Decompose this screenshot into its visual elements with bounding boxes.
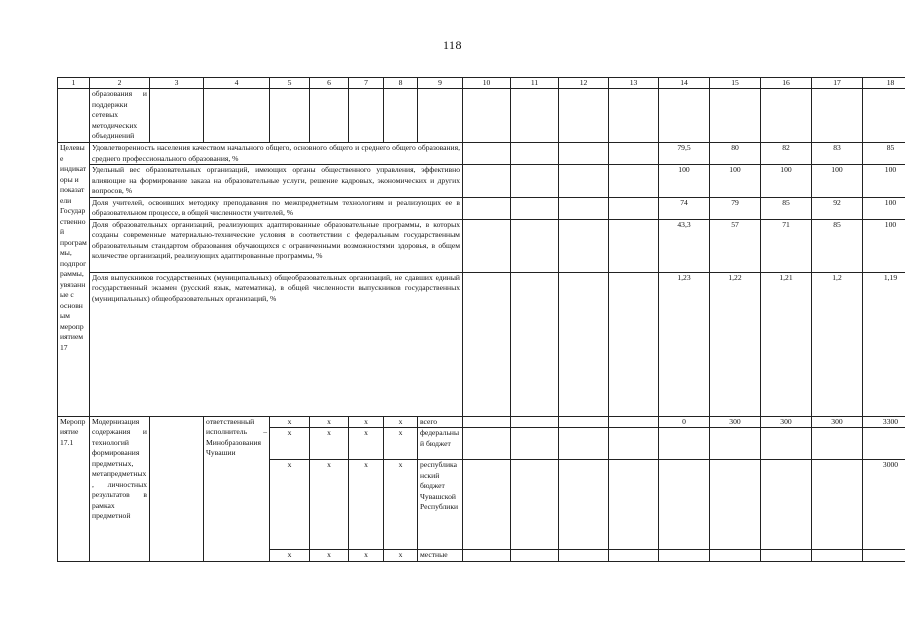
indicator-row (58, 219, 905, 272)
indicator-value: 82 (761, 143, 812, 165)
column-number: 8 (384, 78, 418, 89)
indicator-value: 1,21 (761, 272, 812, 416)
indicator-value: 79,5 (659, 143, 710, 165)
column-number: 4 (204, 78, 270, 89)
indicator-value: 74 (659, 197, 710, 219)
column-number: 6 (310, 78, 349, 89)
funding-value (863, 550, 905, 562)
funding-source: республиканский бюджет Чувашской Республики (418, 460, 463, 550)
continuation-row (58, 89, 905, 143)
funding-value: 3000 (863, 460, 905, 550)
x-mark: x (349, 550, 384, 562)
x-mark: x (349, 460, 384, 550)
program-table (57, 77, 905, 562)
column-number: 3 (150, 78, 204, 89)
funding-value (710, 550, 761, 562)
measure-name: Модернизация содержания и технологий формирования предметных, метапредметных, личностных результатов в рамках предметной (90, 416, 150, 561)
column-number: 11 (511, 78, 559, 89)
indicator-row (58, 143, 905, 165)
funding-value: 300 (710, 416, 761, 428)
funding-value: 0 (659, 416, 710, 428)
column-number: 9 (418, 78, 463, 89)
indicator-value: 43,3 (659, 219, 710, 272)
column-number: 2 (90, 78, 150, 89)
indicator-value: 100 (812, 165, 863, 198)
indicator-value: 92 (812, 197, 863, 219)
column-number: 14 (659, 78, 710, 89)
funding-value (761, 550, 812, 562)
column-number: 16 (761, 78, 812, 89)
column-number: 18 (863, 78, 905, 89)
indicator-text: Доля выпускников государственных (муниципальных) общеобразовательных организаций, не сдавших единый государственный экзамен (русский язык, математика), в общей численности выпускников государственных (муниципальных) общеобразовательных организаций, % (90, 272, 463, 416)
indicator-value: 1,22 (710, 272, 761, 416)
column-number: 1 (58, 78, 90, 89)
column-number: 5 (270, 78, 310, 89)
funding-value (812, 460, 863, 550)
indicator-value: 80 (710, 143, 761, 165)
funding-value (863, 428, 905, 460)
funding-value (812, 550, 863, 562)
indicator-text: Удовлетворенность населения качеством начального общего, основного общего и среднего общего образования, среднего профессионального образования, % (90, 143, 463, 165)
indicator-value: 100 (863, 197, 905, 219)
column-number: 12 (559, 78, 609, 89)
indicator-value: 1,2 (812, 272, 863, 416)
x-mark: x (270, 550, 310, 562)
column-number-row (58, 78, 905, 89)
indicator-value: 100 (863, 165, 905, 198)
indicator-value: 100 (710, 165, 761, 198)
measure-label: Мероприятие 17.1 (58, 416, 90, 561)
funding-value (659, 460, 710, 550)
indicator-value: 100 (659, 165, 710, 198)
x-mark: x (270, 416, 310, 428)
x-mark: x (310, 460, 349, 550)
funding-value (710, 428, 761, 460)
x-mark: x (384, 416, 418, 428)
funding-row (58, 416, 905, 428)
funding-value (659, 428, 710, 460)
indicator-row (58, 272, 905, 416)
x-mark: x (270, 460, 310, 550)
indicator-value: 85 (761, 197, 812, 219)
x-mark: x (310, 428, 349, 460)
indicator-value: 1,23 (659, 272, 710, 416)
x-mark: x (270, 428, 310, 460)
indicator-text: Доля учителей, освоивших методику преподавания по межпредметным технологиям и реализующих ее в образовательном процессе, в общей численности учителей, % (90, 197, 463, 219)
funding-value: 300 (761, 416, 812, 428)
x-mark: x (384, 428, 418, 460)
x-mark: x (310, 550, 349, 562)
funding-source: местные (418, 550, 463, 562)
indicator-value: 71 (761, 219, 812, 272)
page-number: 118 (442, 38, 463, 52)
funding-value: 300 (812, 416, 863, 428)
column-number: 15 (710, 78, 761, 89)
x-mark: x (349, 416, 384, 428)
indicator-value: 83 (812, 143, 863, 165)
indicator-value: 57 (710, 219, 761, 272)
column-number: 13 (609, 78, 659, 89)
indicator-row (58, 197, 905, 219)
indicator-group-label: Целевые индикаторы и показатели Государственной программы, подпрограммы, увязанные с основным мероприятием 17 (58, 143, 90, 417)
funding-value: 3300 (863, 416, 905, 428)
column-number: 10 (463, 78, 511, 89)
indicator-value: 100 (863, 219, 905, 272)
continuation-text: образования и поддержки сетевых методических объединений (90, 89, 150, 143)
indicator-text: Удельный вес образовательных организаций, имеющих органы общественного управления, эффективно влияющие на формирование заказа на образовательные услуги, решение кадровых, экономических и других вопросов, % (90, 165, 463, 198)
column-number: 7 (349, 78, 384, 89)
funding-value (659, 550, 710, 562)
funding-source: федеральный бюджет (418, 428, 463, 460)
indicator-row (58, 165, 905, 198)
indicator-value: 85 (812, 219, 863, 272)
funding-value (761, 428, 812, 460)
x-mark: x (384, 550, 418, 562)
indicator-value: 1,19 (863, 272, 905, 416)
indicator-text: Доля образовательных организаций, реализующих адаптированные образовательные программы, в которых созданы современные материально-технические условия в соответствии с федеральным государственным образовательным стандартом образования обучающихся с ограниченными возможностями здоровья, в общем количестве организаций, реализующих адаптированные программы, % (90, 219, 463, 272)
column-number: 17 (812, 78, 863, 89)
funding-value (812, 428, 863, 460)
x-mark: x (349, 428, 384, 460)
funding-value (761, 460, 812, 550)
x-mark: x (384, 460, 418, 550)
funding-source: всего (418, 416, 463, 428)
indicator-value: 85 (863, 143, 905, 165)
measure-executor: ответственный исполнитель – Минобразования Чувашии (204, 416, 270, 561)
x-mark: x (310, 416, 349, 428)
indicator-value: 100 (761, 165, 812, 198)
indicator-value: 79 (710, 197, 761, 219)
funding-value (710, 460, 761, 550)
